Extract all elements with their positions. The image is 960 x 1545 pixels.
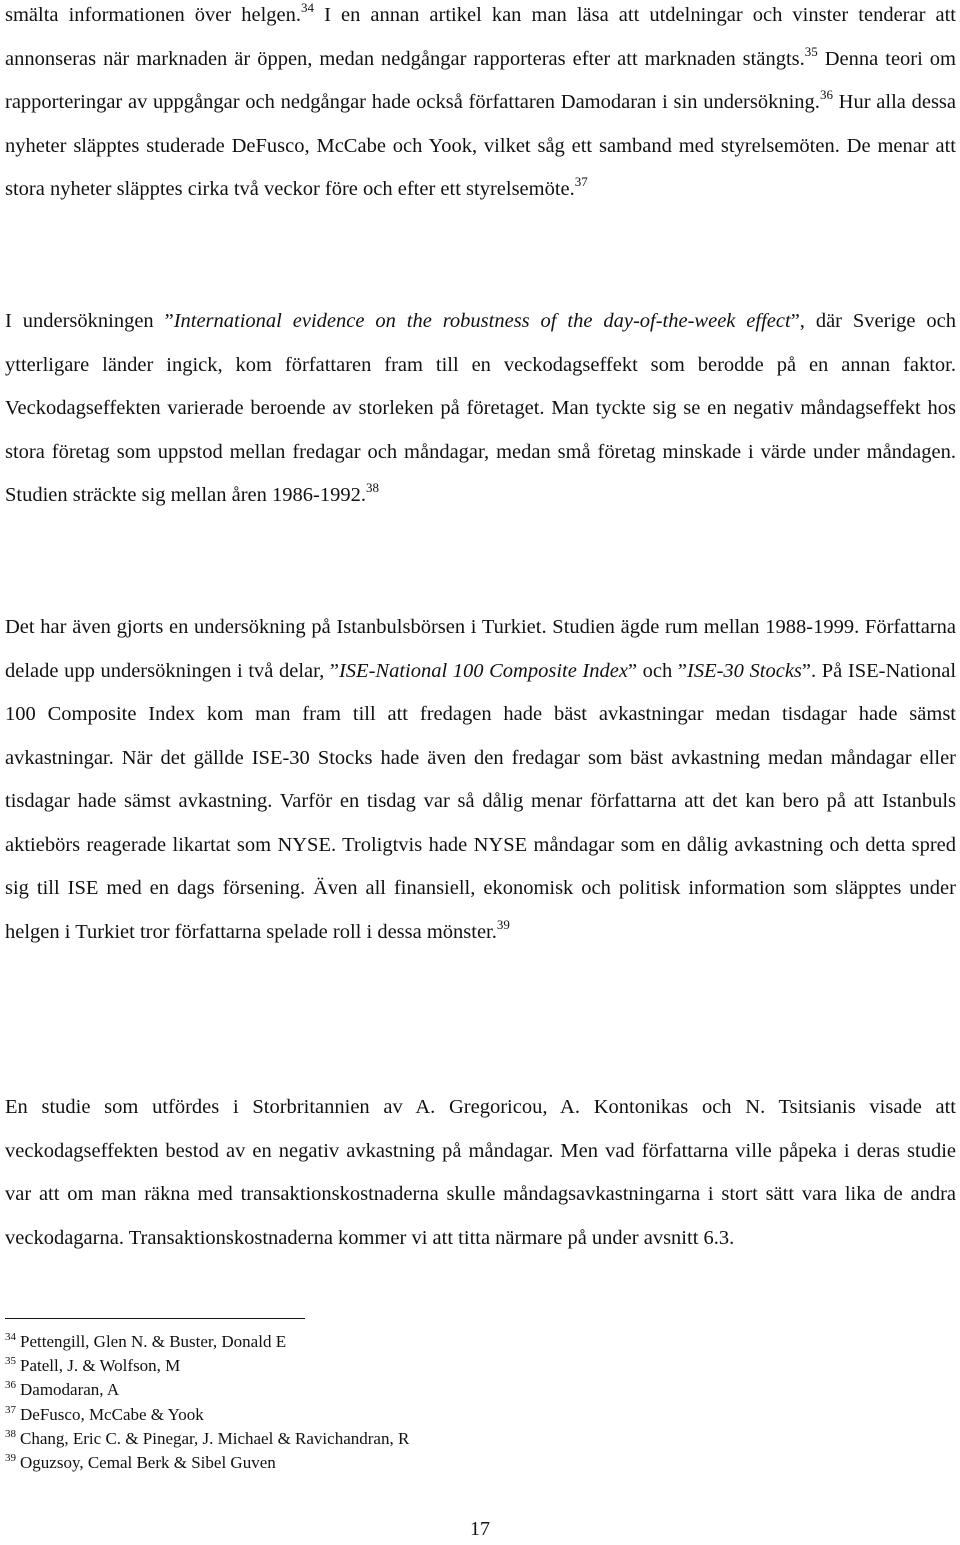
footnote-number: 35	[5, 1355, 16, 1368]
study-title: International evidence on the robustness of the day-of-the-week effect	[173, 310, 791, 332]
footnote-text: Damodaran, A	[20, 1380, 120, 1400]
footnote-number: 38	[5, 1427, 16, 1440]
index-name: ISE-National 100 Composite Index	[338, 659, 628, 682]
footnote-text: Chang, Eric C. & Pinegar, J. Michael & Ravichandran, R	[20, 1428, 410, 1448]
footnote-number: 36	[5, 1379, 16, 1392]
paragraph-text: ”, där Sverige och ytterligare länder ingick, kom författaren fram till en veckodagseffekt som berodde på en annan faktor. Veckodagseffekten varierade beroende av storleken på företaget. Man tyckte sig se en negativ måndagseffekt hos stora företag som uppstod mellan fredagar och måndagar, medan små företag minskade i värde under måndagen. Studien sträckte sig mellan åren 1986-1992.	[5, 310, 957, 506]
footnote-reference: 39	[496, 916, 510, 932]
body-paragraph-1	[5, 0, 956, 212]
paragraph-text: Denna teori om rapporteringar av uppgångar och nedgångar hade också författaren Damodaran i sin undersökning.	[5, 47, 957, 113]
index-name: ISE-30 Stocks	[687, 659, 802, 682]
paragraph-text: smälta informationen över helgen.	[5, 4, 302, 26]
footnote-item	[5, 1403, 905, 1427]
paragraph-text: I undersökningen ”	[5, 310, 174, 332]
paragraph-text: I en annan artikel kan man läsa att utdelningar och vinster tenderar att annonseras när marknaden är öppen, medan nedgångar rapporteras efter att marknaden stängts.	[5, 4, 956, 70]
body-paragraph-2	[5, 300, 956, 518]
footnote-text: Patell, J. & Wolfson, M	[20, 1356, 181, 1376]
footnote-item	[5, 1451, 905, 1475]
body-paragraph-4	[5, 1086, 956, 1260]
footnote-reference: 38	[365, 480, 379, 495]
footnote-reference: 36	[819, 87, 833, 102]
body-paragraph-3	[5, 606, 956, 954]
footnote-reference: 37	[574, 174, 588, 189]
footnote-reference: 35	[804, 43, 818, 59]
footnote-reference: 34	[301, 0, 315, 15]
paragraph-text: ” och ”	[627, 659, 687, 682]
footnote-text: Oguzsoy, Cemal Berk & Sibel Guven	[20, 1453, 276, 1473]
paragraph-text: Hur alla dessa nyheter släpptes studerade DeFusco, McCabe och Yook, vilket såg ett samband med styrelsemöten. De menar att stora nyheter släpptes cirka två veckor före och efter ett styrelsemöte.	[5, 91, 956, 200]
footnote-text: DeFusco, McCabe & Yook	[20, 1404, 204, 1424]
paragraph-text: En studie som utfördes i Storbritannien av A. Gregoricou, A. Kontonikas och N. Tsitsianis visade att veckodagseffekten bestod av en negativ avkastning på måndagar. Men vad författarna ville påpeka i deras studie var att om man räkna med transaktionskostnaderna skulle måndagsavkastningarna i stort sätt vara lika de andra veckodagarna. Transaktionskostnaderna kommer vi att titta närmare på under avsnitt 6.3.	[5, 1096, 956, 1249]
footnotes	[5, 1330, 905, 1475]
footnote-item	[5, 1330, 905, 1354]
footnote-number: 34	[5, 1331, 16, 1343]
footnote-item	[5, 1354, 905, 1378]
footnote-item	[5, 1378, 905, 1402]
paragraph-text: ”. På ISE-National 100 Composite Index kom man fram till att fredagen hade bäst avkastningar medan tisdagar hade sämst avkastningar. När det gällde ISE-30 Stocks hade även den fredagar som bäst avkastning medan måndagar eller tisdagar hade sämst avkastning. Varför en tisdag var så dålig menar författarna att det kan bero på att Istanbuls aktiebörs reagerade likartat som NYSE. Troligtvis hade NYSE måndagar som en dålig avkastning och detta spred sig till ISE med en dags försening. Även all finansiell, ekonomisk och politisk information som släpptes under helgen i Turkiet tror författarna spelade roll i dessa mönster.	[5, 659, 957, 943]
paragraph-text: Det har även gjorts en undersökning på Istanbulsbörsen i Turkiet. Studien ägde rum mellan 1988-1999. Författarna delade upp undersökningen i två delar, ”	[5, 616, 956, 682]
footnote-text: Pettengill, Glen N. & Buster, Donald E	[20, 1332, 287, 1351]
footnote-number: 39	[5, 1452, 16, 1465]
footnote-number: 37	[5, 1403, 16, 1416]
footnote-item	[5, 1427, 905, 1451]
page-number: 17	[470, 1518, 490, 1540]
footnote-separator	[5, 1318, 305, 1319]
